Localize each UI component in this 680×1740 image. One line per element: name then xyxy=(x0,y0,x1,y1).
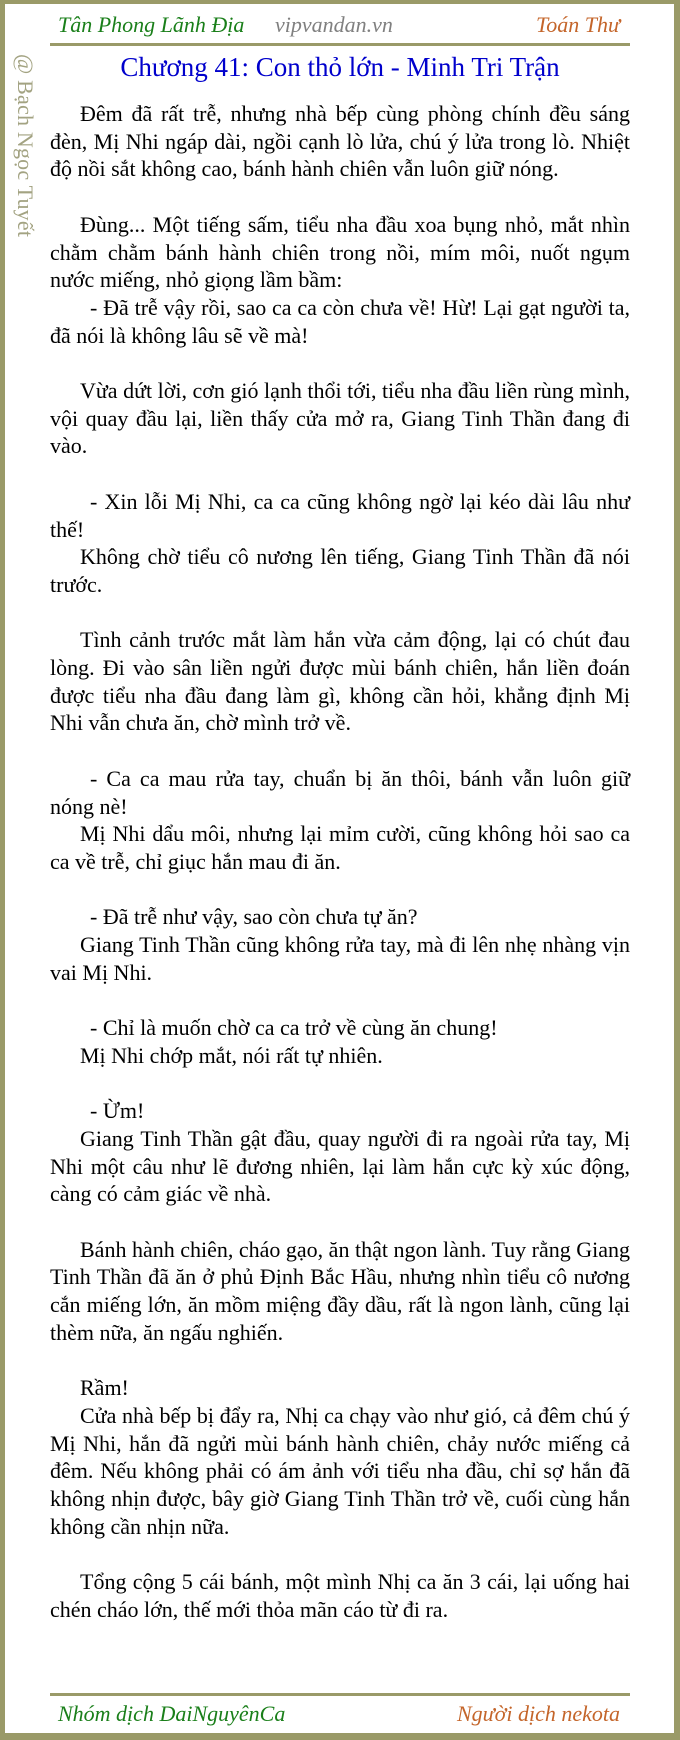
narrative-paragraph: Đùng... Một tiếng sấm, tiểu nha đầu xoa bụng nhỏ, mắt nhìn chằm chằm bánh hành chiên trong nồi, mím môi, nuốt ngụm nước miếng, nhỏ giọng lầm bầm: xyxy=(50,211,630,293)
site-name: vipvandan.vn xyxy=(275,12,393,37)
dialogue-paragraph: - Ca ca mau rửa tay, chuẩn bị ăn thôi, bánh vẫn luôn giữ nóng nè! xyxy=(50,765,630,819)
page-footer xyxy=(50,1701,630,1731)
paragraph-spacer xyxy=(50,1070,630,1098)
paragraph-spacer xyxy=(50,1347,630,1375)
page xyxy=(5,4,674,1733)
chapter-title: Chương 41: Con thỏ lớn - Minh Tri Trận xyxy=(120,52,560,82)
paragraph-spacer xyxy=(50,737,630,765)
narrative-paragraph: Mị Nhi chớp mắt, nói rất tự nhiên. xyxy=(80,1042,383,1068)
narrative-paragraph: Giang Tinh Thần gật đầu, quay người đi ra ngoài rửa tay, Mị Nhi một câu như lẽ đương nhiên, lại làm hắn cực kỳ xúc động, càng có cảm giác về nhà. xyxy=(50,1125,630,1207)
narrative-paragraph: Bánh hành chiên, cháo gạo, ăn thật ngon lành. Tuy rằng Giang Tinh Thần đã ăn ở phủ Định Bắc Hầu, nhưng nhìn tiểu cô nương cắn miếng lớn, ăn mồm miệng đầy dầu, rất là ngon lành, cũng lại thèm nữa, ăn ngấu nghiến. xyxy=(50,1236,630,1345)
story-body xyxy=(50,100,630,1624)
collection-label: Toán Thư xyxy=(536,12,620,37)
paragraph-spacer xyxy=(50,183,630,211)
paragraph-spacer xyxy=(50,1208,630,1236)
dialogue-paragraph: - Chỉ là muốn chờ ca ca trở về cùng ăn chung! xyxy=(90,1015,498,1041)
narrative-paragraph: Không chờ tiểu cô nương lên tiếng, Giang Tinh Thần đã nói trước. xyxy=(50,544,630,597)
translation-group: Nhóm dịch DaiNguyênCa xyxy=(58,1701,286,1726)
narrative-paragraph: Đêm đã rất trễ, nhưng nhà bếp cùng phòng chính đều sáng đèn, Mị Nhi ngáp dài, ngồi cạnh lò lửa, chú ý lửa trong lò. Nhiệt độ nồi sắt không cao, bánh hành chiên vẫn luôn giữ nóng. xyxy=(50,101,630,182)
dialogue-paragraph: - Đã trễ vậy rồi, sao ca ca còn chưa về! Hừ! Lại gạt người ta, đã nói là không lâu sẽ về mà! xyxy=(50,294,630,348)
dialogue-paragraph: - Xin lỗi Mị Nhi, ca ca cũng không ngờ lại kéo dài lâu như thế! xyxy=(50,488,630,542)
watermark: @ Bạch Ngọc Tuyết xyxy=(13,54,38,238)
book-title: Tân Phong Lãnh Địa xyxy=(58,12,245,37)
header-divider xyxy=(50,43,630,46)
paragraph-spacer xyxy=(50,1540,630,1568)
paragraph-spacer xyxy=(50,599,630,627)
paragraph-spacer xyxy=(50,349,630,377)
narrative-paragraph: Vừa dứt lời, cơn gió lạnh thổi tới, tiểu nha đầu liền rùng mình, vội quay đầu lại, liền thấy cửa mở ra, Giang Tinh Thần đang đi vào. xyxy=(50,378,630,459)
narrative-paragraph: Giang Tinh Thần cũng không rửa tay, mà đi lên nhẹ nhàng vịn vai Mị Nhi. xyxy=(50,932,630,985)
narrative-paragraph: Mị Nhi dẩu môi, nhưng lại mỉm cười, cũng không hỏi sao ca ca về trễ, chỉ giục hắn mau đi ăn. xyxy=(50,821,630,874)
page-header xyxy=(50,10,630,38)
narrative-paragraph: Tổng cộng 5 cái bánh, một mình Nhị ca ăn 3 cái, lại uống hai chén cháo lớn, thế mới thỏa mãn cáo từ đi ra. xyxy=(50,1569,630,1622)
paragraph-spacer xyxy=(50,876,630,904)
dialogue-paragraph: - Đã trễ như vậy, sao còn chưa tự ăn? xyxy=(90,904,418,930)
paragraph-spacer xyxy=(50,460,630,488)
narrative-paragraph: Tình cảnh trước mắt làm hắn vừa cảm động, lại có chút đau lòng. Đi vào sân liền ngửi được mùi bánh chiên, hắn liền đoán được tiểu nha đầu đang làm gì, không cần hỏi, khẳng định Mị Nhi vẫn chưa ăn, chờ mình trở về. xyxy=(50,627,630,736)
narrative-paragraph: Cửa nhà bếp bị đẩy ra, Nhị ca chạy vào như gió, cả đêm chú ý Mị Nhi, hắn đã ngửi mùi bánh hành chiên, chảy nước miếng cả đêm. Nếu không phải có ám ảnh với tiểu nha đầu, chỉ sợ hắn đã không nhịn được, bây giờ Giang Tinh Thần trở về, cuối cùng hắn không cần nhịn nữa. xyxy=(50,1402,630,1539)
narrative-paragraph: Rầm! xyxy=(80,1375,129,1401)
footer-divider xyxy=(50,1693,630,1696)
paragraph-spacer xyxy=(50,986,630,1014)
translator-credit: Người dịch nekota xyxy=(456,1701,620,1726)
dialogue-paragraph: - Ừm! xyxy=(90,1098,145,1124)
